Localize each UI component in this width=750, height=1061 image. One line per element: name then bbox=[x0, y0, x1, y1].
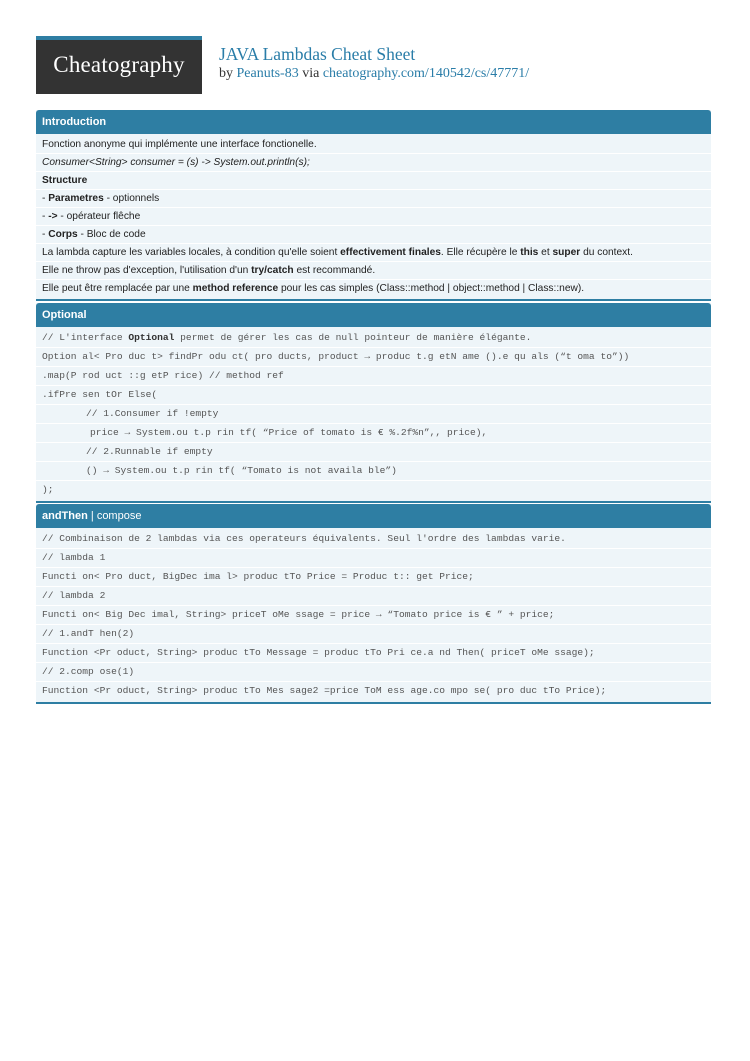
intro-row bbox=[36, 226, 711, 244]
title-sub: | compose bbox=[87, 510, 142, 522]
code-line: Functi on< Big Dec imal, String> priceT oMe ssage = price → “Tomato price is € ” + price; bbox=[36, 606, 711, 625]
page-title: JAVA Lambdas Cheat Sheet bbox=[219, 44, 416, 64]
header bbox=[36, 36, 716, 94]
code-line: // lambda 1 bbox=[36, 549, 711, 568]
code-line: // 2.comp ose(1) bbox=[36, 663, 711, 682]
desc: - opérateur flêche bbox=[57, 211, 141, 222]
title-block bbox=[219, 44, 529, 84]
intro-row bbox=[36, 244, 711, 262]
section-title: Optional bbox=[36, 303, 711, 327]
byline bbox=[219, 64, 529, 84]
term: super bbox=[552, 247, 581, 258]
term: Parametres bbox=[48, 193, 104, 204]
section-andthen-compose bbox=[36, 504, 711, 704]
intro-row bbox=[36, 208, 711, 226]
code-line: price → System.ou t.p rin tf( “Price of tomato is € %.2f%n”,, price), bbox=[36, 424, 711, 443]
term: method reference bbox=[192, 283, 279, 294]
text: du context. bbox=[580, 247, 633, 258]
code-line: ); bbox=[42, 484, 54, 495]
author-link[interactable]: Peanuts-83 bbox=[236, 66, 299, 81]
code-text: permet de gérer les cas de null pointeur de manière élégante. bbox=[174, 332, 532, 343]
code-line: .ifPre sen tOr Else( bbox=[36, 386, 711, 405]
code-line: Functi on< Pro duct, BigDec ima l> produc tTo Price = Produc t:: get Price; bbox=[36, 568, 711, 587]
desc: - optionnels bbox=[103, 193, 160, 204]
section-title bbox=[36, 504, 711, 528]
text: pour les cas simples (Class::method | object::method | Class::new). bbox=[278, 283, 585, 294]
code-line: // 1.Consumer if !empty bbox=[36, 405, 711, 424]
sheet-url-link[interactable]: cheatography.com/140542/cs/47771/ bbox=[322, 66, 530, 81]
code-line bbox=[36, 329, 711, 348]
intro-row: Fonction anonyme qui implémente une interface fonctionelle. bbox=[36, 136, 711, 154]
text: Elle peut être remplacée par une bbox=[42, 283, 193, 294]
desc: - Bloc de code bbox=[77, 229, 146, 240]
intro-row bbox=[36, 280, 711, 297]
text: La lambda capture les variables locales, à condition qu'elle soient bbox=[42, 247, 341, 258]
code-line: Option al< Pro duc t> findPr odu ct( pro ducts, product → produc t.g etN ame ().e qu als (“t oma to”)) bbox=[36, 348, 711, 367]
title-main: andThen bbox=[42, 510, 88, 522]
intro-row bbox=[36, 262, 711, 280]
term: -> bbox=[48, 211, 58, 222]
text: . Elle récupère le bbox=[440, 247, 521, 258]
code-text: // L'interface bbox=[42, 332, 129, 343]
intro-row bbox=[36, 154, 711, 172]
code-keyword: Optional bbox=[128, 332, 175, 343]
via-label: via bbox=[302, 66, 320, 81]
cheatography-logo[interactable]: Cheatography bbox=[36, 36, 202, 94]
code-example: Consumer<String> consumer = (s) -> System.out.println(s); bbox=[42, 157, 310, 168]
term: this bbox=[520, 247, 539, 258]
term: try/catch bbox=[251, 265, 294, 276]
term: effectivement finales bbox=[340, 247, 441, 258]
code-line: .map(P rod uct ::g etP rice) // method ref bbox=[36, 367, 711, 386]
intro-row bbox=[36, 172, 711, 190]
dash: - bbox=[42, 193, 49, 204]
term: Corps bbox=[48, 229, 78, 240]
text: Elle ne throw pas d'exception, l'utilisation d'un bbox=[42, 265, 252, 276]
code-line: Function <Pr oduct, String> produc tTo Mes sage2 =price ToM ess age.co mpo se( pro duc tTo Price); bbox=[42, 685, 607, 696]
section-optional bbox=[36, 303, 711, 503]
code-line: Function <Pr oduct, String> produc tTo Message = produc tTo Pri ce.a nd Then( priceT oMe ssage); bbox=[36, 644, 711, 663]
text: est recommandé. bbox=[293, 265, 376, 276]
code-line: // 1.andT hen(2) bbox=[36, 625, 711, 644]
structure-label: Structure bbox=[42, 175, 88, 186]
dash: - bbox=[42, 211, 49, 222]
section-introduction bbox=[36, 110, 711, 301]
code-line: // lambda 2 bbox=[36, 587, 711, 606]
code-line: // Combinaison de 2 lambdas via ces operateurs équivalents. Seul l'ordre des lambdas varie. bbox=[36, 530, 711, 549]
code-line: // 2.Runnable if empty bbox=[36, 443, 711, 462]
by-label: by bbox=[219, 66, 233, 81]
section-title: Introduction bbox=[36, 110, 711, 134]
intro-row bbox=[36, 190, 711, 208]
dash: - bbox=[42, 229, 49, 240]
code-line: () → System.ou t.p rin tf( “Tomato is not availa ble”) bbox=[36, 462, 711, 481]
text: et bbox=[538, 247, 553, 258]
